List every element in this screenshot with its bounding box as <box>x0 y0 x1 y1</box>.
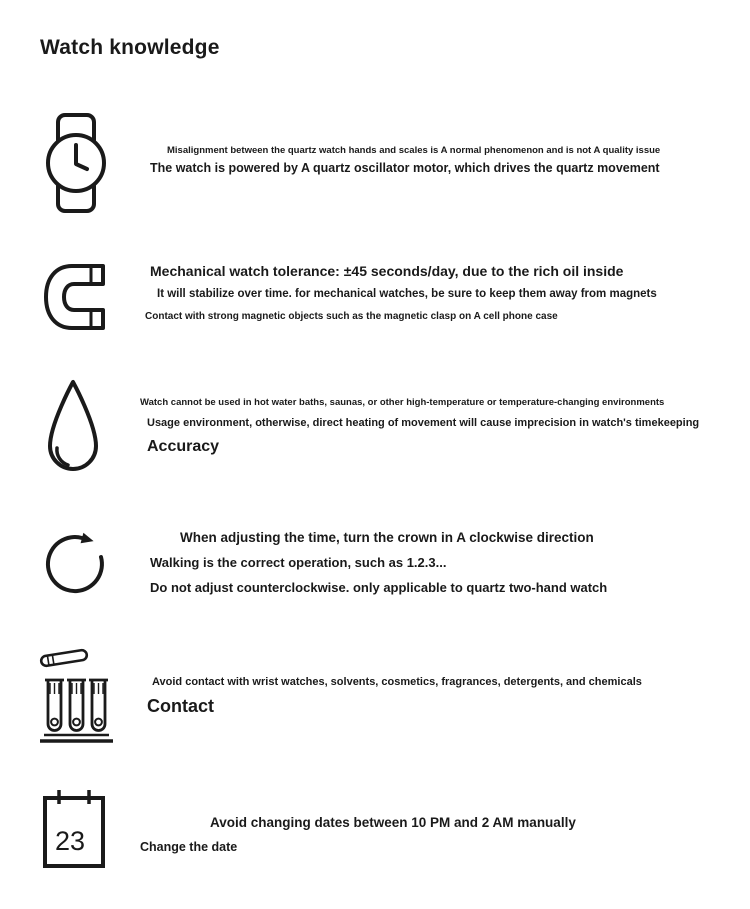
contact-heading: Contact <box>147 696 214 716</box>
date-change-label: Change the date <box>140 840 238 854</box>
wristwatch-icon <box>45 112 107 214</box>
chemicals-avoid-line: Avoid contact with wrist watches, solvents, cosmetics, fragrances, detergents, and chemicals <box>152 676 642 688</box>
test-tubes-icon <box>38 642 114 746</box>
crown-clockwise-line: When adjusting the time, turn the crown in A clockwise direction <box>180 530 594 545</box>
quartz-note-small: Misalignment between the quartz watch hands and scales is A normal phenomenon and is not A quality issue <box>167 145 661 156</box>
magnet-icon <box>42 262 106 332</box>
crown-walking-line: Walking is the correct operation, such as 1.2.3... <box>150 555 447 570</box>
magnet-contact-line: Contact with strong magnetic objects such as the magnetic clasp on A cell phone case <box>145 311 558 322</box>
magnet-tolerance-line: Mechanical watch tolerance: ±45 seconds/day, due to the rich oil inside <box>150 263 624 279</box>
date-change-warning-line: Avoid changing dates between 10 PM and 2 AM manually <box>210 815 576 830</box>
magnet-stabilize-line: It will stabilize over time. for mechanical watches, be sure to keep them away from magnets <box>157 288 657 300</box>
crown-counterclockwise-line: Do not adjust counterclockwise. only applicable to quartz two-hand watch <box>150 580 608 595</box>
quartz-note-main: The watch is powered by A quartz oscillator motor, which drives the quartz movement <box>150 161 660 175</box>
water-drop-icon <box>44 378 102 480</box>
clockwise-rotation-icon <box>45 518 107 602</box>
page-title: Watch knowledge <box>40 36 220 59</box>
temperature-usage-line: Usage environment, otherwise, direct heating of movement will cause imprecision in watch's timekeeping <box>147 417 700 429</box>
accuracy-heading: Accuracy <box>147 438 220 455</box>
temperature-warning-line: Watch cannot be used in hot water baths, saunas, or other high-temperature or temperature-changing environments <box>140 397 665 408</box>
calendar-day-number: 23 <box>55 826 86 856</box>
calendar-icon <box>42 788 106 870</box>
